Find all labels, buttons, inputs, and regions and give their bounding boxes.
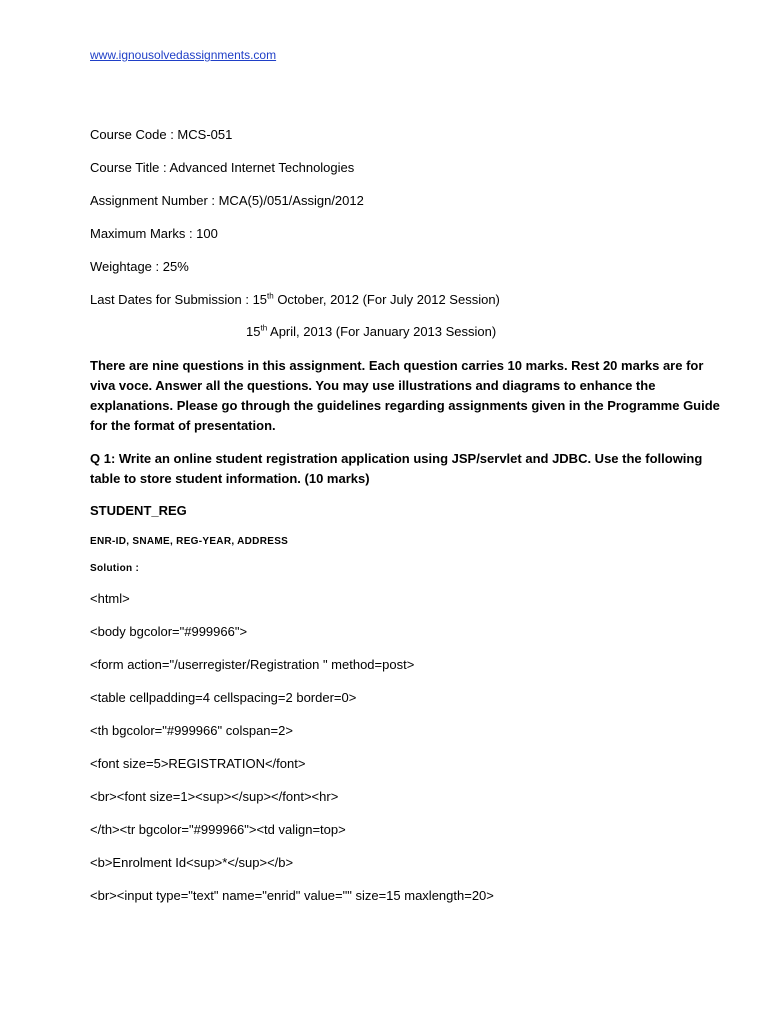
question-1 bbox=[90, 449, 703, 489]
last-dates-rest: October, 2012 (For July 2012 Session) bbox=[273, 292, 500, 307]
second-submission-date bbox=[246, 324, 496, 340]
website-link[interactable]: www.ignousolvedassignments.com bbox=[90, 48, 277, 62]
maximum-marks: Maximum Marks : 100 bbox=[90, 226, 218, 241]
assignment-number: Assignment Number : MCA(5)/051/Assign/2012 bbox=[90, 193, 364, 208]
second-date-sup: th bbox=[260, 323, 268, 333]
code-line: <br><input type="text" name="enrid" value="" size=15 maxlength=20> bbox=[90, 888, 494, 903]
instructions-line: explanations. Please go through the guidelines regarding assignments given in the Programme Guide bbox=[90, 398, 720, 413]
weightage: Weightage : 25% bbox=[90, 259, 189, 274]
instructions-line: for the format of presentation. bbox=[90, 418, 276, 433]
course-code: Course Code : MCS-051 bbox=[90, 127, 233, 142]
code-line: <b>Enrolment Id<sup>*</sup></b> bbox=[90, 855, 294, 870]
code-line: <html> bbox=[90, 591, 130, 606]
code-line: <th bgcolor="#999966" colspan=2> bbox=[90, 723, 293, 738]
question-1-line: table to store student information. (10 marks) bbox=[90, 471, 370, 486]
code-line: <table cellpadding=4 cellspacing=2 border=0> bbox=[90, 690, 357, 705]
last-dates-sup: th bbox=[267, 291, 274, 301]
course-title: Course Title : Advanced Internet Technologies bbox=[90, 160, 355, 175]
code-line: <form action="/userregister/Registration " method=post> bbox=[90, 657, 415, 672]
question-1-line: Q 1: Write an online student registration application using JSP/servlet and JDBC. Use the following bbox=[90, 451, 703, 466]
second-date-rest: April, 2013 (For January 2013 Session) bbox=[267, 324, 497, 339]
code-line: <body bgcolor="#999966"> bbox=[90, 624, 248, 639]
instructions-line: There are nine questions in this assignment. Each question carries 10 marks. Rest 20 marks are for bbox=[90, 358, 704, 373]
second-date-prefix: 15 bbox=[246, 324, 261, 339]
code-line: </th><tr bgcolor="#999966"><td valign=top> bbox=[90, 822, 346, 837]
table-name: STUDENT_REG bbox=[90, 503, 187, 518]
solution-label: Solution : bbox=[90, 563, 140, 574]
instructions-line: viva voce. Answer all the questions. You may use illustrations and diagrams to enhance the bbox=[90, 378, 656, 393]
last-dates-submission bbox=[90, 292, 500, 308]
table-fields: ENR-ID, SNAME, REG-YEAR, ADDRESS bbox=[90, 536, 289, 547]
code-line: <br><font size=1><sup></sup></font><hr> bbox=[90, 789, 339, 804]
code-line: <font size=5>REGISTRATION</font> bbox=[90, 756, 306, 771]
instructions-paragraph bbox=[90, 356, 720, 436]
last-dates-prefix: Last Dates for Submission : 15 bbox=[90, 292, 268, 307]
